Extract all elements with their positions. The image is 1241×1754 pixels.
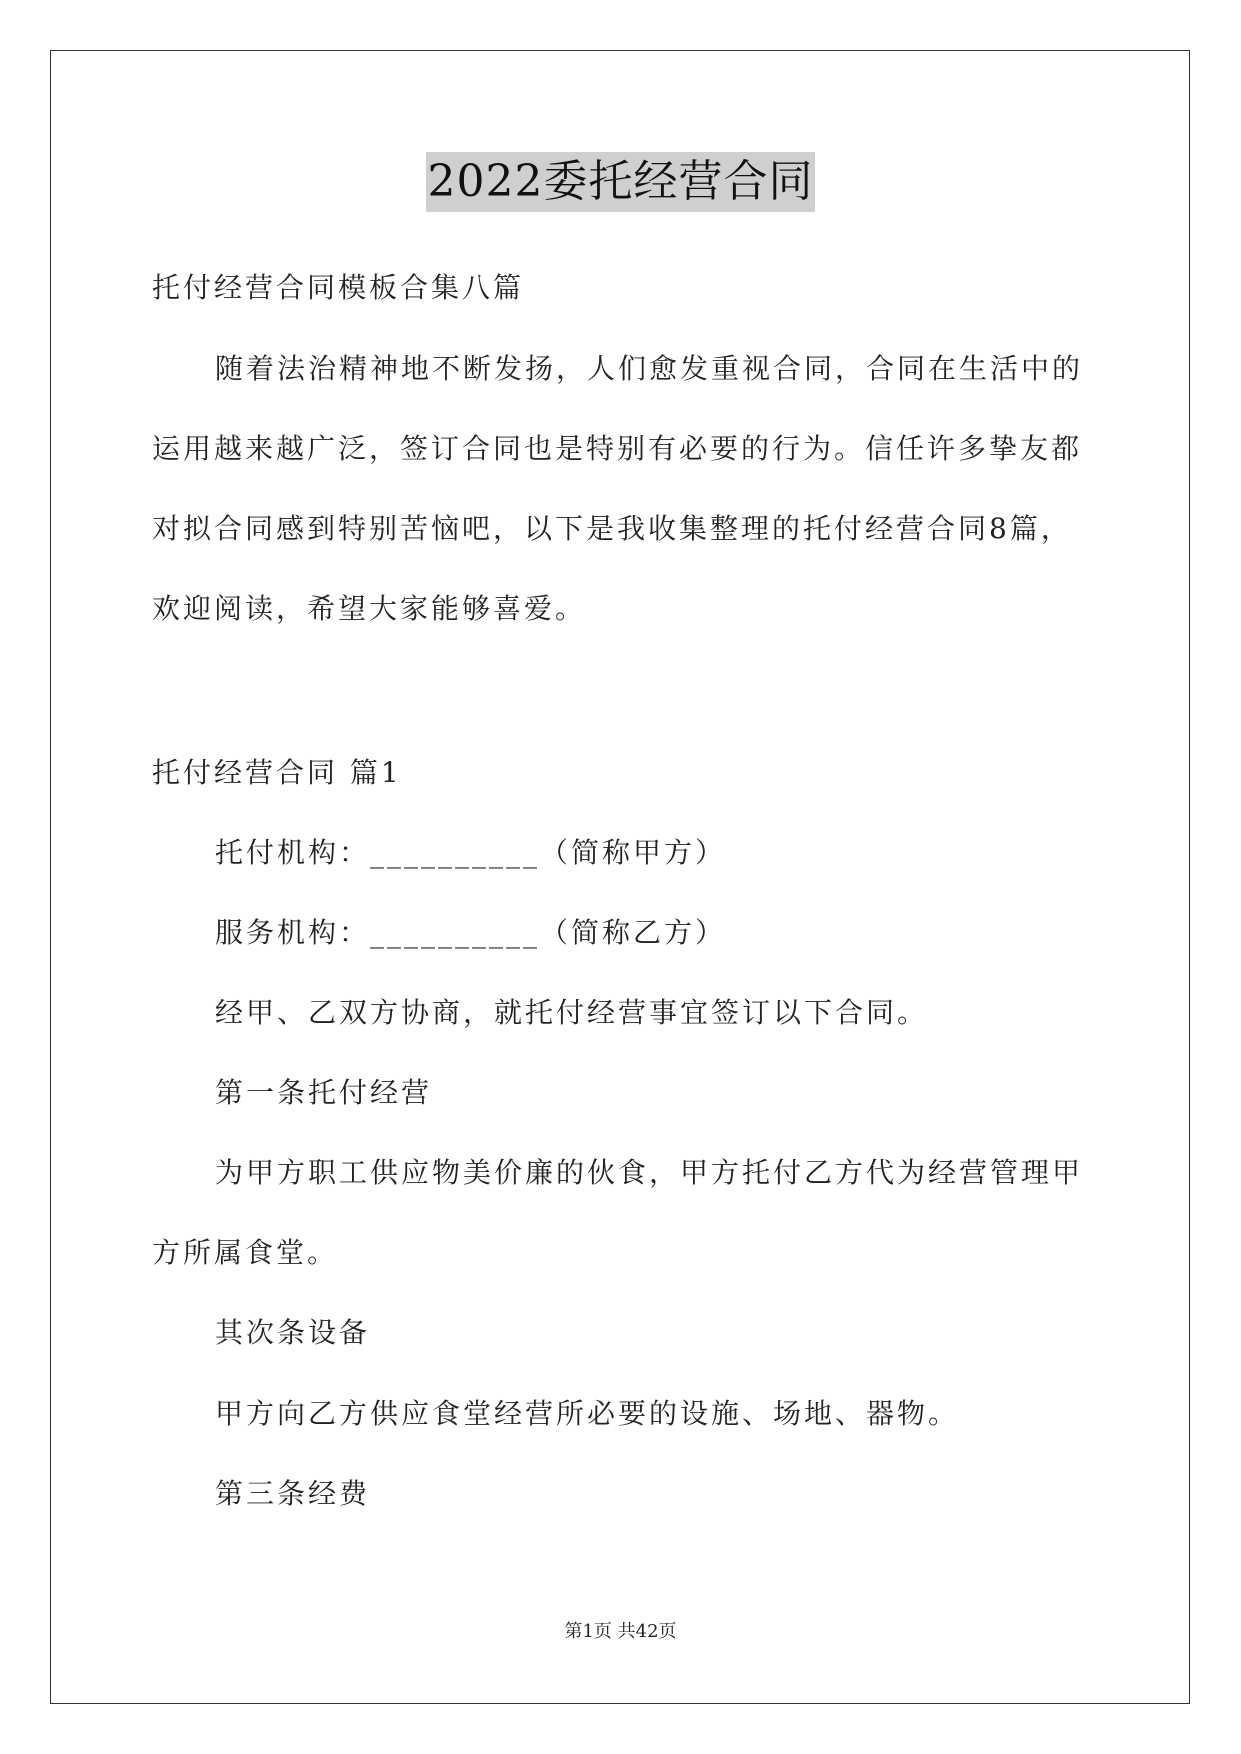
paragraph-line: 甲方向乙方供应食堂经营所必要的设施、场地、器物。	[215, 1397, 960, 1430]
party-b-line: 服务机构：__________（简称乙方）	[215, 916, 727, 949]
article-heading: 第一条托付经营	[215, 1076, 433, 1109]
page-footer: 第1页 共42页	[564, 1621, 677, 1642]
paragraph-line: 运用越来越广泛，签订合同也是特别有必要的行为。信任许多挚友都	[152, 432, 1083, 465]
paragraph-line: 对拟合同感到特别苦恼吧，以下是我收集整理的托付经营合同8篇，	[152, 512, 1072, 545]
title-container	[0, 152, 1241, 212]
paragraph-line: 欢迎阅读，希望大家能够喜爱。	[152, 592, 587, 625]
subtitle-line: 托付经营合同模板合集八篇	[152, 271, 525, 304]
document-title: 2022委托经营合同	[426, 152, 816, 212]
paragraph-line: 经甲、乙双方协商，就托付经营事宜签订以下合同。	[215, 996, 929, 1029]
paragraph-line: 为甲方职工供应物美价廉的伙食，甲方托付乙方代为经营管理甲	[215, 1156, 1084, 1189]
paragraph-line: 随着法治精神地不断发扬，人们愈发重视合同，合同在生活中的	[215, 352, 1084, 385]
paragraph-line: 方所属食堂。	[152, 1236, 339, 1269]
article-heading: 第三条经费	[215, 1477, 371, 1510]
section-heading: 托付经营合同 篇1	[152, 756, 402, 789]
party-a-line: 托付机构：__________（简称甲方）	[215, 836, 727, 869]
article-heading: 其次条设备	[215, 1316, 371, 1349]
